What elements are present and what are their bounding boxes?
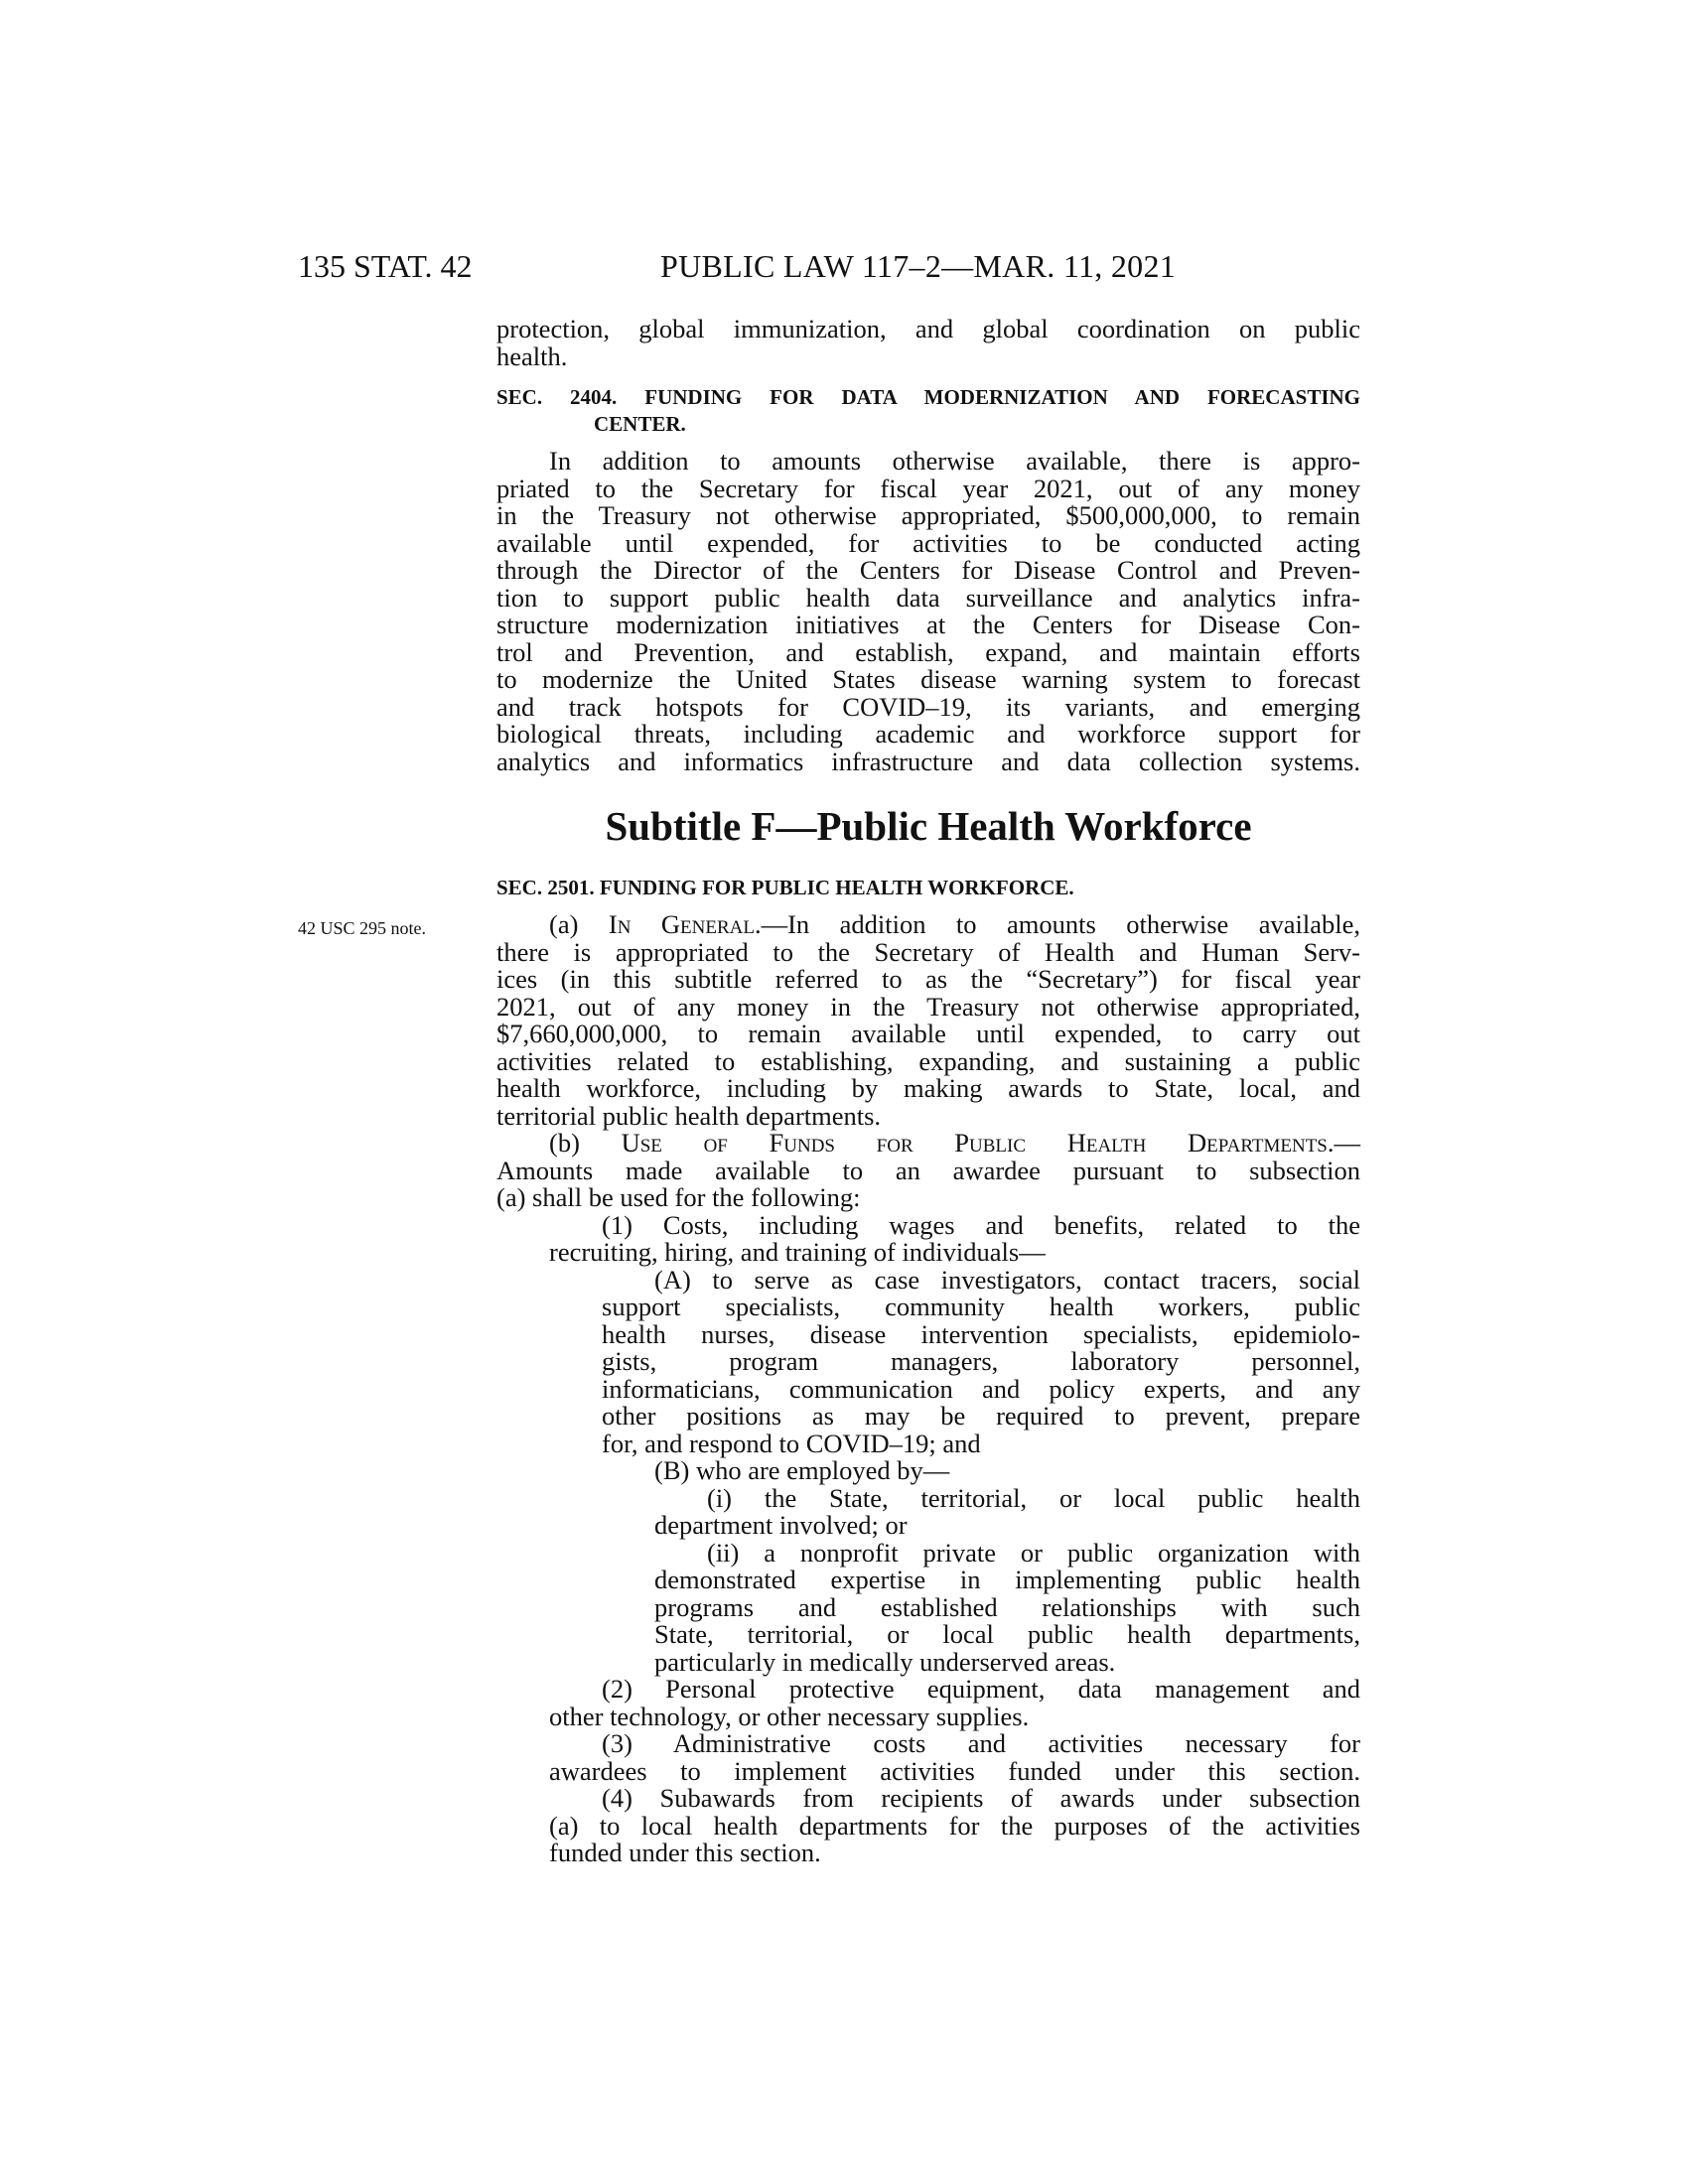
section-heading-cont: CENTER. (594, 412, 686, 436)
text-line: structure modernization initiatives at the Centers for Disease Con- (496, 610, 1360, 639)
text-line: gists, program managers, laboratory personnel, (602, 1346, 1360, 1376)
subsection-heading: In General (608, 909, 755, 939)
text-line: health. (496, 341, 568, 371)
text-line: funded under this section. (549, 1838, 821, 1867)
text-line: In addition to amounts otherwise available, there is appro- (549, 446, 1360, 476)
text-line: territorial public health departments. (496, 1100, 882, 1131)
text-line: health nurses, disease intervention specialists, epidemiolo- (602, 1318, 1360, 1349)
text-line: (a) to local health departments for the purposes of the activities (549, 1810, 1360, 1841)
text-line: through the Director of the Centers for Disease Control and Preven- (496, 555, 1360, 585)
text-line: biological threats, including academic and workforce support for (496, 719, 1360, 749)
text-line: recruiting, hiring, and training of individuals— (549, 1237, 1046, 1267)
paragraph-4 (496, 1785, 1360, 1867)
text-line: programs and established relationships with such (654, 1591, 1360, 1622)
paragraph-3 (496, 1730, 1360, 1785)
section-2501 (496, 875, 1360, 1867)
text-line: (A) to serve as case investigators, contact tracers, social (654, 1264, 1360, 1295)
clause-i (496, 1482, 1360, 1540)
section-2404-body (496, 448, 1360, 775)
text-line: demonstrated expertise in implementing public health (654, 1565, 1360, 1594)
continuation-paragraph (496, 316, 1360, 370)
text-line: particularly in medically underserved areas. (654, 1646, 1116, 1677)
page-header (298, 246, 1370, 286)
text-line: protection, global immunization, and global coordination on public (496, 314, 1360, 343)
subparagraph-B (496, 1457, 1360, 1485)
subsection-label: (a) (549, 909, 609, 939)
text-line: trol and Prevention, and establish, expand, and maintain efforts (496, 636, 1360, 667)
text-line: (4) Subawards from recipients of awards under subsection (602, 1783, 1360, 1813)
text-line: ices (in this subtitle referred to as the “Secretary”) for fiscal year (496, 964, 1360, 994)
text-line: other positions as may be required to prevent, prepare (602, 1401, 1360, 1431)
text-line: analytics and informatics infrastructure and data collection systems. (496, 746, 1360, 776)
text-line: 2021, out of any money in the Treasury not otherwise appropriated, (496, 991, 1360, 1022)
text-line: (2) Personal protective equipment, data management and (602, 1674, 1360, 1704)
text-line: other technology, or other necessary supplies. (549, 1701, 1030, 1731)
text-line: awardees to implement activities funded under this section. (549, 1755, 1360, 1786)
text-line: support specialists, community health workers, public (602, 1292, 1360, 1321)
section-2404 (496, 384, 1360, 775)
text-line: $7,660,000,000, to remain available until expended, to carry out (496, 1019, 1360, 1048)
text-line: priated to the Secretary for fiscal year 2021, out of any money (496, 473, 1360, 503)
text-line: (3) Administrative costs and activities necessary for (602, 1728, 1360, 1758)
text-line: and track hotspots for COVID–19, its variants, and emerging (496, 691, 1360, 722)
text-line: (ii) a nonprofit private or public organization with (707, 1537, 1360, 1568)
text-line: health workforce, including by making awards to State, local, and (496, 1073, 1360, 1103)
text-line: tion to support public health data surveillance and analytics infra- (496, 582, 1360, 613)
section-heading: SEC. 2404. FUNDING FOR DATA MODERNIZATION AND FORECASTING (496, 385, 1360, 409)
subtitle-heading: Subtitle F—Public Health Workforce (605, 803, 1252, 849)
text-line: (1) Costs, including wages and benefits, related to the (602, 1209, 1360, 1240)
text-line: to modernize the United States disease warning system to forecast (496, 664, 1360, 694)
subsection-heading: Use of Funds for Public Health Departments (621, 1128, 1328, 1158)
main-text-column (496, 316, 1360, 1867)
text-line: department involved; or (654, 1510, 908, 1540)
text-line: (B) who are employed by— (654, 1455, 950, 1485)
subsection-a (496, 911, 1360, 1130)
text-line: (i) the State, territorial, or local public health (707, 1482, 1360, 1513)
text-line: (b) Use of Funds for Public Health Departments.— (549, 1128, 1360, 1158)
text-line: available until expended, for activities to be conducted acting (496, 527, 1360, 558)
margin-note-usc: 42 USC 295 note. (298, 918, 427, 938)
text-line: there is appropriated to the Secretary of Health and Human Serv- (496, 936, 1360, 967)
text-line: State, territorial, or local public health departments, (654, 1619, 1360, 1649)
text-line: (a) In General.—In addition to amounts otherwise available, (549, 909, 1360, 939)
stat-page-number: 135 STAT. 42 (298, 248, 473, 284)
paragraph-2 (496, 1676, 1360, 1730)
public-law-title: PUBLIC LAW 117–2—MAR. 11, 2021 (660, 248, 1177, 284)
text-line: in the Treasury not otherwise appropriated, $500,000,000, to remain (496, 500, 1360, 530)
text-line: informaticians, communication and policy experts, and any (602, 1373, 1360, 1404)
text-line: activities related to establishing, expanding, and sustaining a public (496, 1045, 1360, 1076)
text-line: for, and respond to COVID–19; and (602, 1428, 981, 1458)
text-line: Amounts made available to an awardee pursuant to subsection (496, 1155, 1360, 1185)
subsection-b (496, 1130, 1360, 1212)
text-line: (a) shall be used for the following: (496, 1182, 861, 1212)
clause-ii (496, 1537, 1360, 1677)
subparagraph-A (496, 1264, 1360, 1458)
subsection-label: (b) (549, 1128, 622, 1158)
section-heading: SEC. 2501. FUNDING FOR PUBLIC HEALTH WORKFORCE. (496, 876, 1074, 899)
paragraph-1 (496, 1209, 1360, 1267)
